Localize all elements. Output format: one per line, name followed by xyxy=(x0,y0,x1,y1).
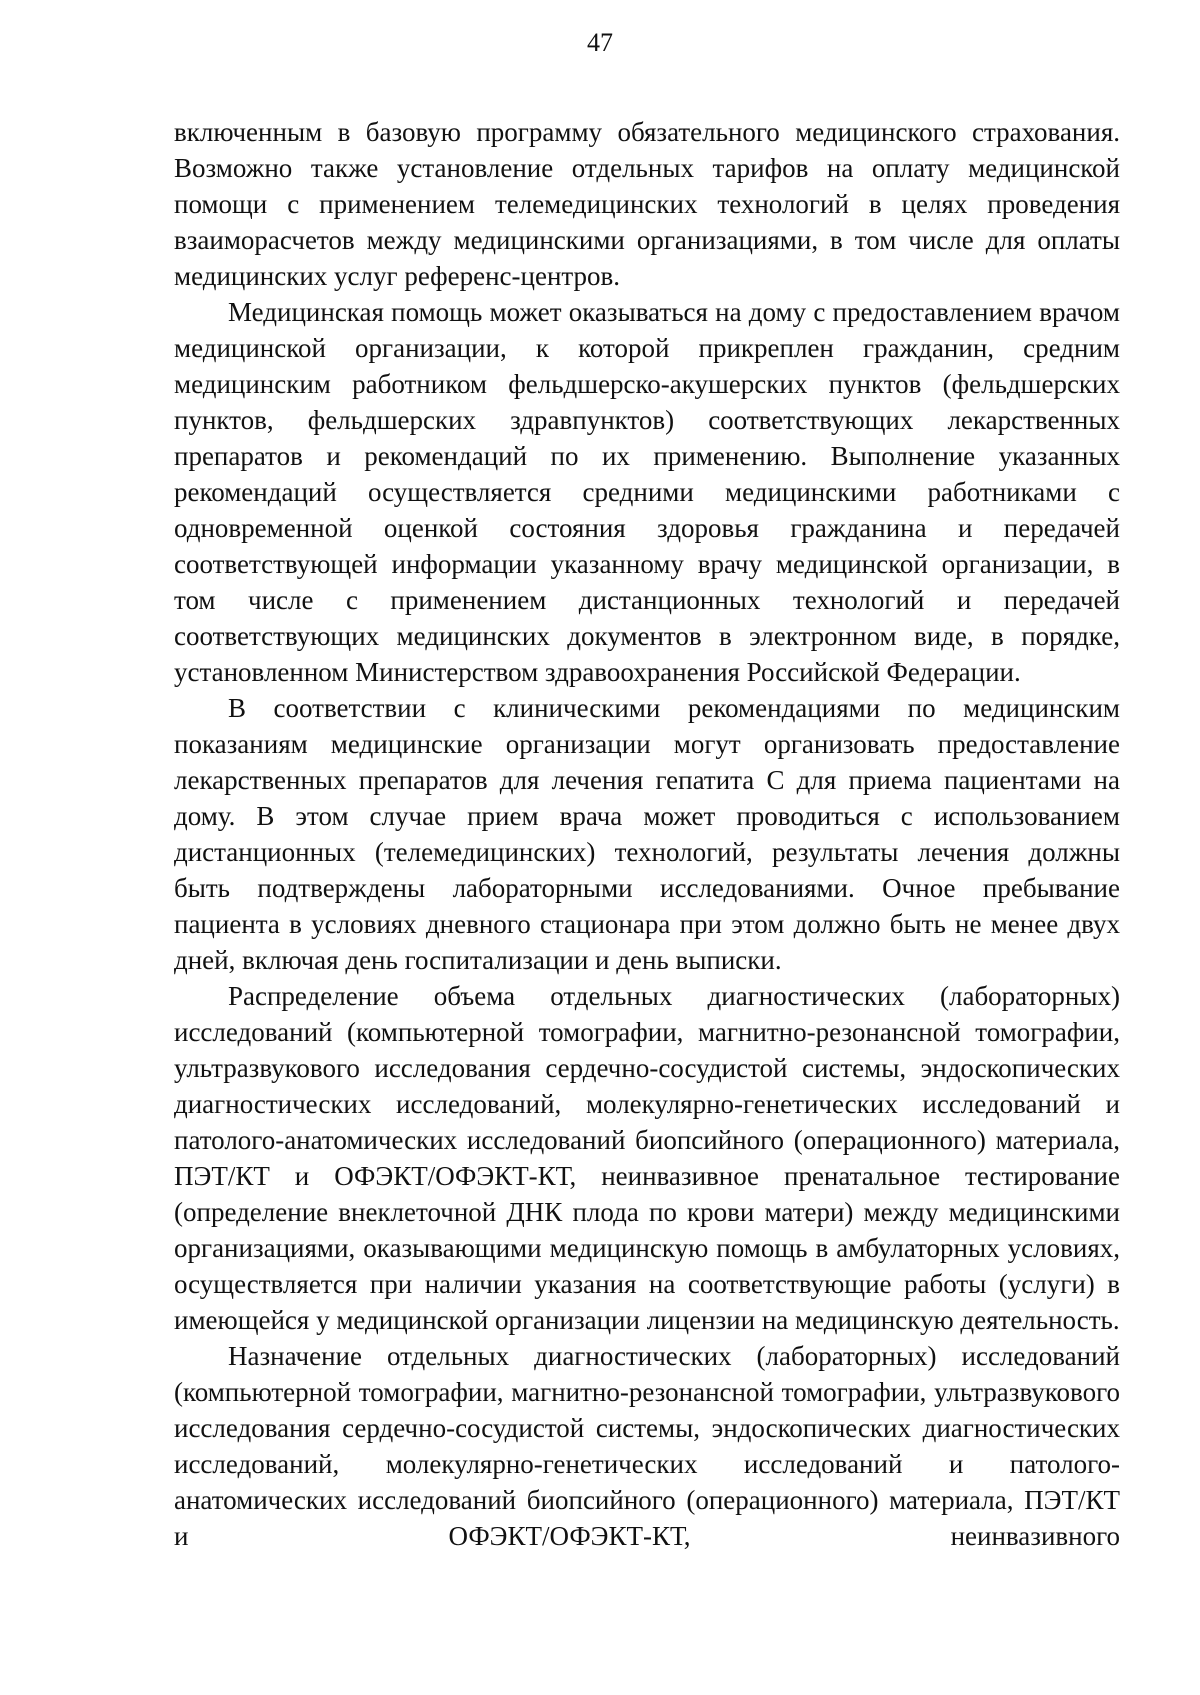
paragraph-tariffs-continuation: включенным в базовую программу обязательного медицинского страхования. Возможно также установление отдельных тарифов на оплату медицинской помощи с применением телемедицинских технологий в целях проведения взаиморасчетов между медицинскими организациями, в том числе для оплаты медицинских услуг референс-центров. xyxy=(174,117,1120,291)
paragraph-hepatitis-c: В соответствии с клиническими рекомендациями по медицинским показаниям медицинские организации могут организовать предоставление лекарственных препаратов для лечения гепатита С для приема пациентами на дому. В этом случае прием врача может проводиться с использованием дистанционных (телемедицинских) технологий, результаты лечения должны быть подтверждены лабораторными исследованиями. Очное пребывание пациента в условиях дневного стационара при этом должно быть не менее двух дней, включая день госпитализации и день выписки. xyxy=(174,693,1120,975)
paragraph-diagnostic-distribution: Распределение объема отдельных диагностических (лабораторных) исследований (компьютерной томографии, магнитно-резонансной томографии, ультразвукового исследования сердечно-сосудистой системы, эндоскопических диагностических исследований, молекулярно-генетических исследований и патолого-анатомических исследований биопсийного (операционного) материала, ПЭТ/КТ и ОФЭКТ/ОФЭКТ-КТ, неинвазивное пренатальное тестирование (определение внеклеточной ДНК плода по крови матери) между медицинскими организациями, оказывающими медицинскую помощь в амбулаторных условиях, осуществляется при наличии указания на соответствующие работы (услуги) в имеющейся у медицинской организации лицензии на медицинскую деятельность. xyxy=(174,981,1120,1335)
body-text xyxy=(174,114,1120,1554)
paragraph-diagnostic-assignment: Назначение отдельных диагностических (лабораторных) исследований (компьютерной томографии, магнитно-резонансной томографии, ультразвукового исследования сердечно-сосудистой системы, эндоскопических диагностических исследований, молекулярно-генетических исследований и патолого-анатомических исследований биопсийного (операционного) материала, ПЭТ/КТ и ОФЭКТ/ОФЭКТ-КТ, неинвазивного xyxy=(174,1341,1120,1551)
page-number: 47 xyxy=(587,28,613,57)
paragraph-home-care: Медицинская помощь может оказываться на дому с предоставлением врачом медицинской организации, к которой прикреплен гражданин, средним медицинским работником фельдшерско-акушерских пунктов (фельдшерских пунктов, фельдшерских здравпунктов) соответствующих лекарственных препаратов и рекомендаций по их применению. Выполнение указанных рекомендаций осуществляется средними медицинскими работниками с одновременной оценкой состояния здоровья гражданина и передачей соответствующей информации указанному врачу медицинской организации, в том числе с применением дистанционных технологий и передачей соответствующих медицинских документов в электронном виде, в порядке, установленном Министерством здравоохранения Российской Федерации. xyxy=(174,297,1120,687)
